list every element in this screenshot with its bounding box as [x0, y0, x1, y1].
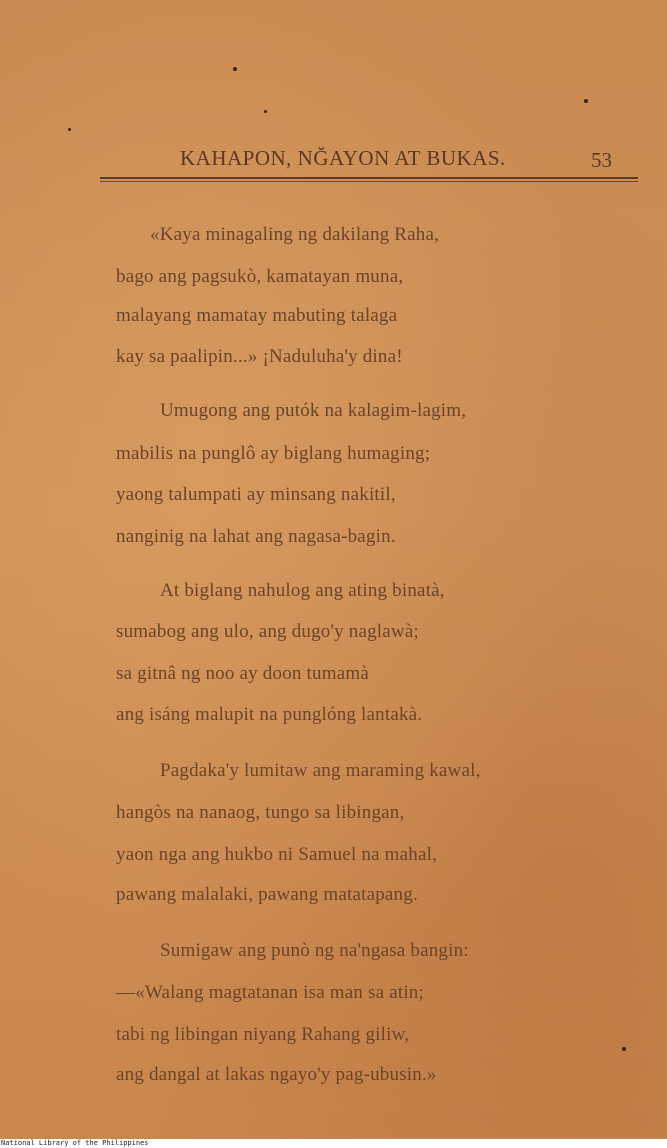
poem-line: mabilis na punglô ay biglang humaging;	[116, 443, 431, 464]
poem-line: sumabog ang ulo, ang dugo'y naglawà;	[116, 621, 419, 642]
footer-bar	[0, 1139, 667, 1148]
poem-line: kay sa paalipin...» ¡Naduluha'y dina!	[116, 346, 403, 367]
poem-line: At biglang nahulog ang ating binatà,	[160, 580, 445, 601]
poem-line: bago ang pagsukò, kamatayan muna,	[116, 266, 404, 287]
poem-line: Pagdaka'y lumitaw ang maraming kawal,	[160, 760, 481, 781]
poem-line: yaon nga ang hukbo ni Samuel na mahal,	[116, 844, 438, 865]
poem-line: hangòs na nanaog, tungo sa libingan,	[116, 802, 405, 823]
poem-line: malayang mamatay mabuting talaga	[116, 305, 398, 326]
running-title: KAHAPON, NĞAYON AT BUKAS.	[180, 146, 506, 170]
poem-line: Sumigaw ang punò ng na'ngasa bangin:	[160, 940, 469, 961]
poem-line: Umugong ang putók na kalagim-lagim,	[160, 400, 467, 421]
poem-line: yaong talumpati ay minsang nakitil,	[116, 484, 396, 505]
page-number: 53	[591, 148, 612, 172]
poem-line: —«Walang magtatanan isa man sa atin;	[116, 982, 424, 1003]
library-credit: National Library of the Philippines	[1, 1139, 149, 1147]
poem-line: ang isáng malupit na punglóng lantakà.	[116, 704, 423, 725]
poem-line: tabi ng libingan niyang Rahang giliw,	[116, 1024, 410, 1045]
poem-line: pawang malalaki, pawang matatapang.	[116, 884, 418, 905]
poem-line: sa gitnâ ng noo ay doon tumamà	[116, 663, 369, 684]
poem-line: nanginig na lahat ang nagasa-bagin.	[116, 526, 396, 547]
poem-line: ang dangal at lakas ngayo'y pag-ubusin.»	[116, 1064, 437, 1085]
poem-line: «Kaya minagaling ng dakilang Raha,	[150, 224, 440, 245]
